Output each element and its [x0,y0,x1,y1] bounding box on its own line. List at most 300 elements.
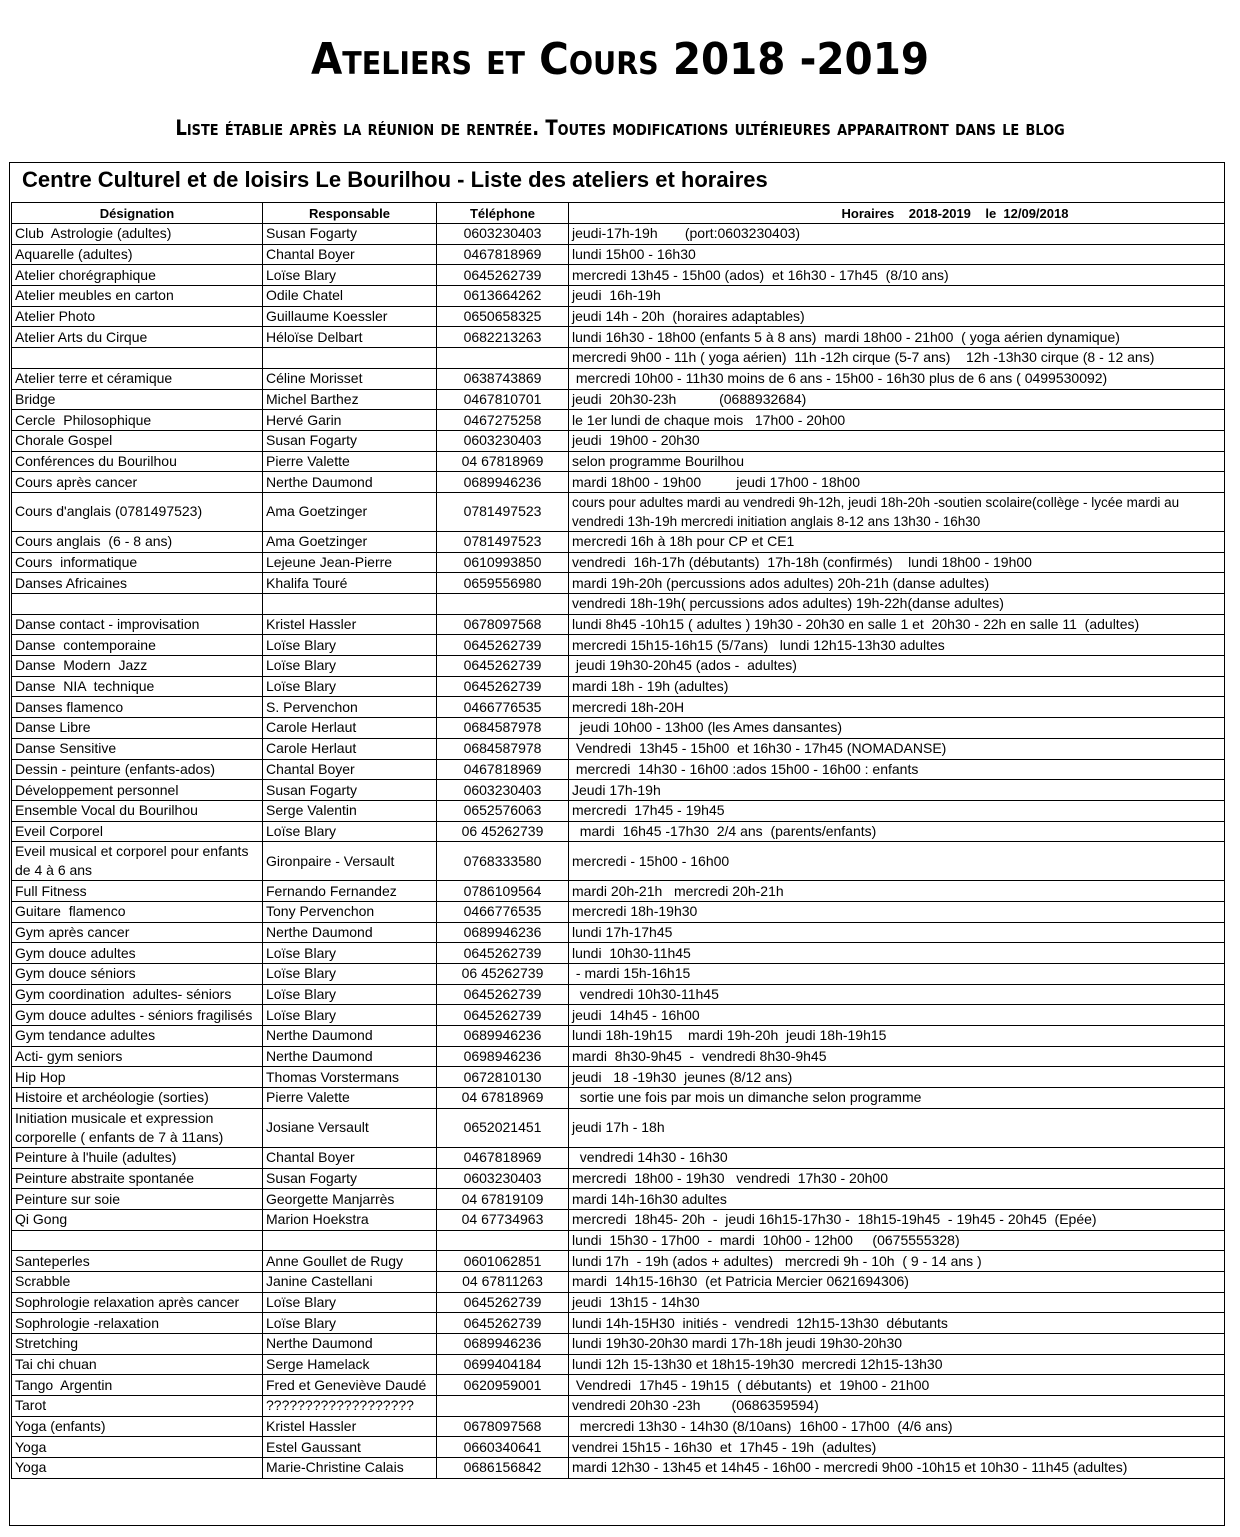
cell-designation: Stretching [12,1334,263,1355]
table-row [12,1189,1225,1210]
table-row [12,552,1225,573]
table-row [12,265,1225,286]
table-row [12,718,1225,739]
cell-designation: Guitare flamenco [12,901,263,922]
cell-telephone: 0645262739 [437,676,569,697]
cell-responsable: Pierre Valette [263,1088,437,1109]
cell-designation: Danse NIA technique [12,676,263,697]
table-row [12,472,1225,493]
cell-horaires: lundi 10h30-11h45 [569,943,1225,964]
cell-responsable: Loïse Blary [263,656,437,677]
cell-responsable: Carole Herlaut [263,718,437,739]
cell-responsable: Serge Valentin [263,800,437,821]
cell-designation: Eveil musical et corporel pour enfants de 4 à 6 ans [12,842,263,881]
cell-designation: Gym douce séniors [12,964,263,985]
cell-horaires: mercredi 18h-20H [569,697,1225,718]
cell-designation: Cours après cancer [12,472,263,493]
cell-horaires: jeudi-17h-19h (port:0603230403) [569,224,1225,245]
cell-telephone: 0684587978 [437,718,569,739]
table-row [12,1396,1225,1417]
cell-responsable: Susan Fogarty [263,224,437,245]
table-row [12,1437,1225,1458]
cell-horaires: lundi 14h-15H30 initiés - vendredi 12h15-13h30 débutants [569,1313,1225,1334]
cell-responsable: Hervé Garin [263,410,437,431]
table-row [12,943,1225,964]
table-row [12,635,1225,656]
cell-telephone: 0638743869 [437,368,569,389]
cell-telephone: 0645262739 [437,943,569,964]
table-row [12,1168,1225,1189]
table-row [12,738,1225,759]
cell-designation: Peinture à l'huile (adultes) [12,1147,263,1168]
cell-responsable: Khalifa Touré [263,573,437,594]
cell-designation: Scrabble [12,1271,263,1292]
cell-telephone: 0682213263 [437,327,569,348]
cell-horaires: lundi 16h30 - 18h00 (enfants 5 à 8 ans) mardi 18h00 - 21h00 ( yoga aérien dynamique) [569,327,1225,348]
cell-responsable: Loïse Blary [263,821,437,842]
cell-designation: Gym coordination adultes- séniors [12,984,263,1005]
cell-designation: Conférences du Bourilhou [12,451,263,472]
table-row [12,573,1225,594]
cell-horaires: vendredi 16h-17h (débutants) 17h-18h (confirmés) lundi 18h00 - 19h00 [569,552,1225,573]
cell-horaires: vendredi 10h30-11h45 [569,984,1225,1005]
cell-designation: Gym après cancer [12,922,263,943]
table-row [12,348,1225,369]
cell-telephone: 0645262739 [437,656,569,677]
cell-responsable: Chantal Boyer [263,759,437,780]
cell-telephone: 0768333580 [437,842,569,881]
cell-horaires: mardi 18h - 19h (adultes) [569,676,1225,697]
cell-designation: Yoga (enfants) [12,1416,263,1437]
cell-horaires: jeudi 16h-19h [569,286,1225,307]
cell-horaires: cours pour adultes mardi au vendredi 9h-12h, jeudi 18h-20h -soutien scolaire(collège - lycée mardi au vendredi 13h-19h mercredi initiation anglais 8-12 ans 13h30 - 16h30 [569,492,1225,531]
cell-telephone: 0684587978 [437,738,569,759]
cell-telephone: 0603230403 [437,430,569,451]
cell-designation: Cours d'anglais (0781497523) [12,492,263,531]
table-row [12,1313,1225,1334]
cell-telephone: 0672810130 [437,1067,569,1088]
cell-designation [12,348,263,369]
cell-telephone: 0689946236 [437,1334,569,1355]
cell-horaires: jeudi 18 -19h30 jeunes (8/12 ans) [569,1067,1225,1088]
cell-designation: Danse contact - improvisation [12,614,263,635]
cell-telephone: 0620959001 [437,1375,569,1396]
cell-telephone: 0645262739 [437,1292,569,1313]
table-row [12,306,1225,327]
cell-responsable: Susan Fogarty [263,1168,437,1189]
cell-responsable: Georgette Manjarrès [263,1189,437,1210]
cell-telephone: 0466776535 [437,697,569,718]
cell-telephone: 0610993850 [437,552,569,573]
cell-telephone: 0689946236 [437,922,569,943]
table-row [12,881,1225,902]
cell-telephone [437,1230,569,1251]
cell-telephone: 04 67818969 [437,1088,569,1109]
cell-horaires: jeudi 17h - 18h [569,1108,1225,1147]
cell-horaires: mercredi 13h45 - 15h00 (ados) et 16h30 - 17h45 (8/10 ans) [569,265,1225,286]
cell-responsable: Odile Chatel [263,286,437,307]
cell-horaires: mardi 14h-16h30 adultes [569,1189,1225,1210]
cell-telephone: 0613664262 [437,286,569,307]
cell-horaires: vendredi 18h-19h( percussions ados adultes) 19h-22h(danse adultes) [569,594,1225,615]
cell-horaires: mercredi 18h00 - 19h30 vendredi 17h30 - 20h00 [569,1168,1225,1189]
cell-responsable: Nerthe Daumond [263,1334,437,1355]
cell-horaires: Jeudi 17h-19h [569,780,1225,801]
cell-telephone: 0786109564 [437,881,569,902]
cell-telephone: 04 67818969 [437,451,569,472]
table-row [12,286,1225,307]
cell-responsable: Ama Goetzinger [263,531,437,552]
cell-responsable: Ama Goetzinger [263,492,437,531]
cell-responsable: ??????????????????? [263,1396,437,1417]
cell-horaires: mercredi 16h à 18h pour CP et CE1 [569,531,1225,552]
cell-designation: Bridge [12,389,263,410]
table-row [12,594,1225,615]
cell-horaires: selon programme Bourilhou [569,451,1225,472]
cell-horaires: jeudi 13h15 - 14h30 [569,1292,1225,1313]
cell-horaires: - mardi 15h-16h15 [569,964,1225,985]
cell-horaires: lundi 8h45 -10h15 ( adultes ) 19h30 - 20h30 en salle 1 et 20h30 - 22h en salle 11 (adultes) [569,614,1225,635]
cell-horaires: mercredi 13h30 - 14h30 (8/10ans) 16h00 - 17h00 (4/6 ans) [569,1416,1225,1437]
cell-responsable: Loïse Blary [263,964,437,985]
cell-responsable: Chantal Boyer [263,1147,437,1168]
cell-horaires: mardi 16h45 -17h30 2/4 ans (parents/enfants) [569,821,1225,842]
cell-telephone: 0781497523 [437,492,569,531]
table-title: Centre Culturel et de loisirs Le Bourilhou - Liste des ateliers et horaires [22,167,768,192]
table-row [12,1108,1225,1147]
table-header-row [12,203,1225,224]
cell-designation: Développement personnel [12,780,263,801]
cell-designation: Qi Gong [12,1209,263,1230]
cell-designation: Gym tendance adultes [12,1026,263,1047]
cell-telephone: 0467810701 [437,389,569,410]
cell-responsable: Nerthe Daumond [263,1046,437,1067]
cell-responsable: Tony Pervenchon [263,901,437,922]
table-row [12,244,1225,265]
table-row [12,656,1225,677]
cell-telephone: 0689946236 [437,472,569,493]
cell-responsable: Estel Gaussant [263,1437,437,1458]
cell-designation: Danse contemporaine [12,635,263,656]
cell-telephone: 06 45262739 [437,821,569,842]
header-responsable: Responsable [263,203,437,224]
cell-horaires: lundi 15h00 - 16h30 [569,244,1225,265]
cell-designation: Danse Libre [12,718,263,739]
table-row [12,368,1225,389]
table-row [12,1046,1225,1067]
cell-telephone: 0652021451 [437,1108,569,1147]
table-row [12,1334,1225,1355]
cell-responsable: Michel Barthez [263,389,437,410]
page-title: Ateliers et Cours 2018 -2019 [310,34,930,85]
table-row [12,759,1225,780]
cell-horaires: lundi 18h-19h15 mardi 19h-20h jeudi 18h-19h15 [569,1026,1225,1047]
cell-responsable: Marion Hoekstra [263,1209,437,1230]
cell-responsable [263,594,437,615]
table-row [12,1147,1225,1168]
cell-designation [12,594,263,615]
cell-telephone: 0645262739 [437,1313,569,1334]
cell-designation: Initiation musicale et expression corporelle ( enfants de 7 à 11ans) [12,1108,263,1147]
cell-telephone: 0781497523 [437,531,569,552]
cell-responsable: Anne Goullet de Rugy [263,1251,437,1272]
cell-designation: Atelier chorégraphique [12,265,263,286]
cell-designation: Chorale Gospel [12,430,263,451]
cell-responsable: Loïse Blary [263,265,437,286]
cell-horaires: mardi 19h-20h (percussions ados adultes) 20h-21h (danse adultes) [569,573,1225,594]
cell-responsable: Héloïse Delbart [263,327,437,348]
cell-responsable: Fernando Fernandez [263,881,437,902]
cell-designation: Atelier terre et céramique [12,368,263,389]
cell-telephone: 0645262739 [437,265,569,286]
table-row [12,1005,1225,1026]
table-row [12,1088,1225,1109]
cell-horaires: lundi 15h30 - 17h00 - mardi 10h00 - 12h00 (0675555328) [569,1230,1225,1251]
cell-horaires: mercredi 17h45 - 19h45 [569,800,1225,821]
cell-responsable [263,1230,437,1251]
cell-designation: Danse Modern Jazz [12,656,263,677]
cell-responsable: Gironpaire - Versault [263,842,437,881]
cell-telephone: 0698946236 [437,1046,569,1067]
cell-designation: Sophrologie relaxation après cancer [12,1292,263,1313]
cell-designation: Atelier meubles en carton [12,286,263,307]
cell-designation: Peinture sur soie [12,1189,263,1210]
cell-designation: Gym douce adultes [12,943,263,964]
cell-responsable: Josiane Versault [263,1108,437,1147]
cell-horaires: mardi 18h00 - 19h00 jeudi 17h00 - 18h00 [569,472,1225,493]
cell-telephone: 0645262739 [437,1005,569,1026]
cell-designation: Cercle Philosophique [12,410,263,431]
table-row [12,676,1225,697]
cell-responsable: Nerthe Daumond [263,472,437,493]
cell-telephone: 0678097568 [437,1416,569,1437]
cell-responsable: Loïse Blary [263,984,437,1005]
cell-designation: Tarot [12,1396,263,1417]
cell-responsable: Loïse Blary [263,1313,437,1334]
cell-responsable: Céline Morisset [263,368,437,389]
cell-telephone: 0603230403 [437,1168,569,1189]
cell-telephone: 0652576063 [437,800,569,821]
cell-horaires: jeudi 19h30-20h45 (ados - adultes) [569,656,1225,677]
header-designation: Désignation [12,203,263,224]
cell-designation: Atelier Photo [12,306,263,327]
cell-telephone: 0678097568 [437,614,569,635]
cell-telephone: 0467818969 [437,759,569,780]
cell-designation: Gym douce adultes - séniors fragilisés [12,1005,263,1026]
cell-responsable: S. Pervenchon [263,697,437,718]
cell-horaires: mardi 14h15-16h30 (et Patricia Mercier 0621694306) [569,1271,1225,1292]
table-row [12,492,1225,531]
table-row [12,780,1225,801]
cell-horaires: jeudi 14h - 20h (horaires adaptables) [569,306,1225,327]
cell-telephone: 04 67734963 [437,1209,569,1230]
table-row [12,901,1225,922]
cell-horaires: lundi 19h30-20h30 mardi 17h-18h jeudi 19h30-20h30 [569,1334,1225,1355]
cell-responsable [263,348,437,369]
cell-designation: Ensemble Vocal du Bourilhou [12,800,263,821]
cell-responsable: Fred et Geneviève Daudé [263,1375,437,1396]
table-row [12,614,1225,635]
cell-designation: Aquarelle (adultes) [12,244,263,265]
cell-designation: Yoga [12,1437,263,1458]
table-body [12,224,1225,1479]
cell-responsable: Susan Fogarty [263,780,437,801]
cell-designation: Peinture abstraite spontanée [12,1168,263,1189]
table-row [12,531,1225,552]
table-row [12,984,1225,1005]
cell-horaires: lundi 17h - 19h (ados + adultes) mercredi 9h - 10h ( 9 - 14 ans ) [569,1251,1225,1272]
cell-designation: Histoire et archéologie (sorties) [12,1088,263,1109]
page-subtitle: Liste établie après la réunion de rentrée. Toutes modifications ultérieures apparaitront dans le blog [175,116,1065,140]
cell-telephone: 0660340641 [437,1437,569,1458]
cell-designation: Atelier Arts du Cirque [12,327,263,348]
table-row [12,800,1225,821]
cell-designation: Yoga [12,1458,263,1479]
cell-responsable: Guillaume Koessler [263,306,437,327]
cell-telephone: 0466776535 [437,901,569,922]
cell-designation: Eveil Corporel [12,821,263,842]
cell-responsable: Thomas Vorstermans [263,1067,437,1088]
cell-telephone: 0603230403 [437,780,569,801]
cell-horaires: jeudi 19h00 - 20h30 [569,430,1225,451]
table-row [12,430,1225,451]
cell-horaires: Vendredi 17h45 - 19h15 ( débutants) et 19h00 - 21h00 [569,1375,1225,1396]
cell-telephone: 0650658325 [437,306,569,327]
cell-responsable: Nerthe Daumond [263,1026,437,1047]
cell-responsable: Kristel Hassler [263,614,437,635]
cell-responsable: Lejeune Jean-Pierre [263,552,437,573]
cell-horaires: mercredi 10h00 - 11h30 moins de 6 ans - 15h00 - 16h30 plus de 6 ans ( 0499530092) [569,368,1225,389]
table-row [12,1251,1225,1272]
cell-horaires: vendrei 15h15 - 16h30 et 17h45 - 19h (adultes) [569,1437,1225,1458]
schedule-table [11,202,1225,1479]
cell-designation [12,1230,263,1251]
cell-responsable: Pierre Valette [263,451,437,472]
cell-telephone: 0603230403 [437,224,569,245]
cell-telephone: 0689946236 [437,1026,569,1047]
table-row [12,327,1225,348]
cell-designation: Tai chi chuan [12,1354,263,1375]
cell-telephone: 0699404184 [437,1354,569,1375]
cell-horaires: vendredi 20h30 -23h (0686359594) [569,1396,1225,1417]
cell-telephone: 04 67811263 [437,1271,569,1292]
cell-telephone: 0659556980 [437,573,569,594]
cell-responsable: Loïse Blary [263,943,437,964]
table-row [12,1354,1225,1375]
header-horaires: Horaires 2018-2019 le 12/09/2018 [569,203,1225,224]
cell-telephone: 0467818969 [437,244,569,265]
cell-horaires: mercredi 9h00 - 11h ( yoga aérien) 11h -12h cirque (5-7 ans) 12h -13h30 cirque (8 - 12 ans) [569,348,1225,369]
cell-horaires: mercredi 18h-19h30 [569,901,1225,922]
cell-horaires: Vendredi 13h45 - 15h00 et 16h30 - 17h45 (NOMADANSE) [569,738,1225,759]
table-row [12,821,1225,842]
cell-designation: Full Fitness [12,881,263,902]
table-row [12,1271,1225,1292]
table-row [12,1292,1225,1313]
cell-horaires: mardi 12h30 - 13h45 et 14h45 - 16h00 - mercredi 9h00 -10h15 et 10h30 - 11h45 (adultes) [569,1458,1225,1479]
table-row [12,1067,1225,1088]
cell-responsable: Nerthe Daumond [263,922,437,943]
table-row [12,1375,1225,1396]
cell-telephone: 0686156842 [437,1458,569,1479]
cell-designation: Acti- gym seniors [12,1046,263,1067]
cell-responsable: Marie-Christine Calais [263,1458,437,1479]
cell-horaires: mercredi - 15h00 - 16h00 [569,842,1225,881]
table-row [12,697,1225,718]
cell-designation: Hip Hop [12,1067,263,1088]
cell-horaires: sortie une fois par mois un dimanche selon programme [569,1088,1225,1109]
table-row [12,224,1225,245]
cell-designation: Sophrologie -relaxation [12,1313,263,1334]
cell-responsable: Kristel Hassler [263,1416,437,1437]
cell-designation: Danses Africaines [12,573,263,594]
cell-responsable: Serge Hamelack [263,1354,437,1375]
cell-responsable: Loïse Blary [263,1292,437,1313]
table-row [12,1416,1225,1437]
cell-designation: Danses flamenco [12,697,263,718]
header-telephone: Téléphone [437,203,569,224]
cell-telephone: 06 45262739 [437,964,569,985]
cell-responsable: Loïse Blary [263,635,437,656]
table-row [12,842,1225,881]
cell-horaires: mercredi 14h30 - 16h00 :ados 15h00 - 16h00 : enfants [569,759,1225,780]
cell-responsable: Janine Castellani [263,1271,437,1292]
cell-responsable: Loïse Blary [263,676,437,697]
cell-horaires: jeudi 14h45 - 16h00 [569,1005,1225,1026]
cell-responsable: Loïse Blary [263,1005,437,1026]
table-row [12,451,1225,472]
cell-horaires: vendredi 14h30 - 16h30 [569,1147,1225,1168]
cell-telephone: 0601062851 [437,1251,569,1272]
table-row [12,410,1225,431]
cell-telephone [437,594,569,615]
cell-responsable: Susan Fogarty [263,430,437,451]
cell-horaires: mercredi 15h15-16h15 (5/7ans) lundi 12h15-13h30 adultes [569,635,1225,656]
table-row [12,1026,1225,1047]
cell-designation: Club Astrologie (adultes) [12,224,263,245]
cell-horaires: lundi 17h-17h45 [569,922,1225,943]
cell-telephone [437,348,569,369]
cell-telephone [437,1396,569,1417]
table-row [12,1209,1225,1230]
table-row [12,922,1225,943]
cell-designation: Cours informatique [12,552,263,573]
table-row [12,1458,1225,1479]
cell-horaires: jeudi 20h30-23h (0688932684) [569,389,1225,410]
cell-designation: Tango Argentin [12,1375,263,1396]
cell-horaires: jeudi 10h00 - 13h00 (les Ames dansantes) [569,718,1225,739]
cell-designation: Dessin - peinture (enfants-ados) [12,759,263,780]
table-row [12,389,1225,410]
table-row [12,1230,1225,1251]
cell-designation: Danse Sensitive [12,738,263,759]
cell-horaires: mardi 8h30-9h45 - vendredi 8h30-9h45 [569,1046,1225,1067]
cell-horaires: mardi 20h-21h mercredi 20h-21h [569,881,1225,902]
cell-telephone: 0645262739 [437,635,569,656]
cell-telephone: 0467275258 [437,410,569,431]
cell-horaires: mercredi 18h45- 20h - jeudi 16h15-17h30 - 18h15-19h45 - 19h45 - 20h45 (Epée) [569,1209,1225,1230]
cell-designation: Santeperles [12,1251,263,1272]
cell-responsable: Chantal Boyer [263,244,437,265]
table-row [12,964,1225,985]
cell-telephone: 0645262739 [437,984,569,1005]
cell-designation: Cours anglais (6 - 8 ans) [12,531,263,552]
cell-telephone: 0467818969 [437,1147,569,1168]
cell-horaires: lundi 12h 15-13h30 et 18h15-19h30 mercredi 12h15-13h30 [569,1354,1225,1375]
cell-responsable: Carole Herlaut [263,738,437,759]
cell-horaires: le 1er lundi de chaque mois 17h00 - 20h00 [569,410,1225,431]
cell-telephone: 04 67819109 [437,1189,569,1210]
